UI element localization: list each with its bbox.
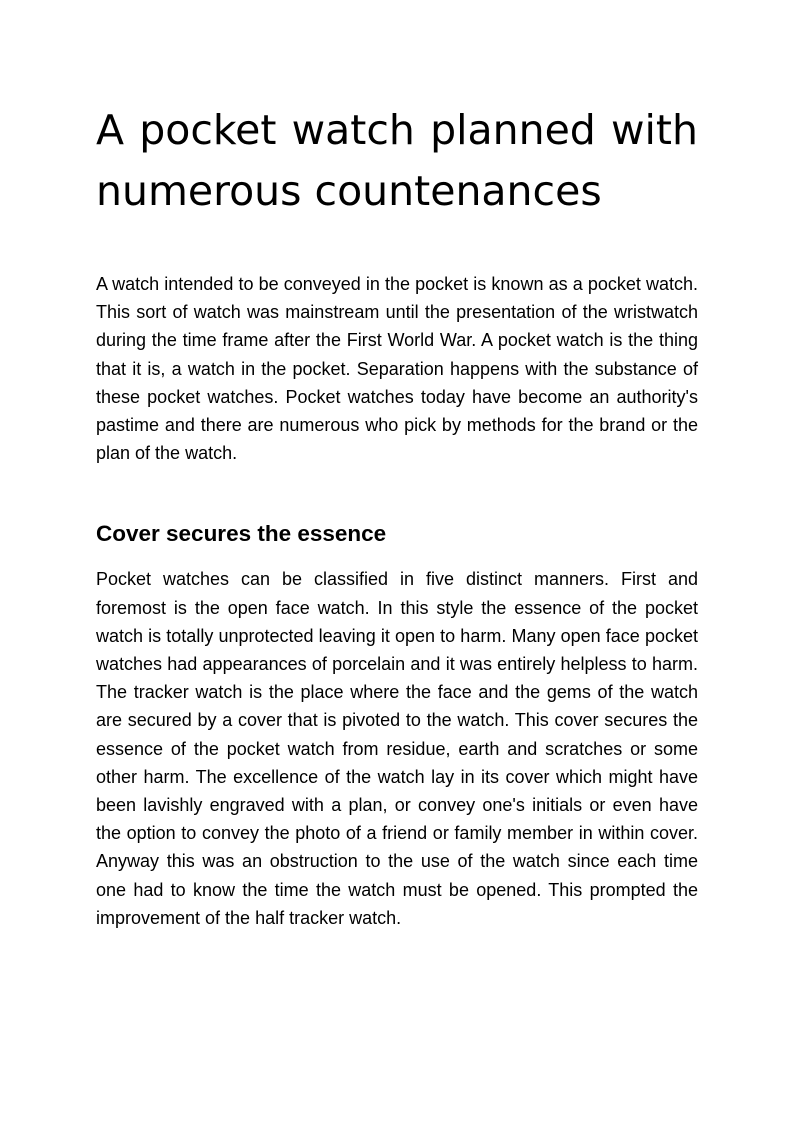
section-heading: Cover secures the essence [96,521,387,547]
intro-paragraph: A watch intended to be conveyed in the pocket is known as a pocket watch. This sort of watch was mainstream until the presentation of the wristwatch during the time frame after the First World War. A pocket watch is the thing that it is, a watch in the pocket. Separation happens with the substance of these pocket watches. Pocket watches today have become an authority's pastime and there are numerous who pick by methods for the brand or the plan of the watch. [96,274,698,464]
document-page [96,100,698,932]
section-paragraph: Pocket watches can be classified in five distinct manners. First and foremost is the open face watch. In this style the essence of the pocket watch is totally unprotected leaving it open to harm. Many open face pocket watches had appearances of porcelain and it was entirely helpless to harm. The tracker watch is the place where the face and the gems of the watch are secured by a cover that is pivoted to the watch. This cover secures the essence of the pocket watch from residue, earth and scratches or some other harm. The excellence of the watch lay in its cover which might have been lavishly engraved with a plan, or convey one's initials or even have the option to convey the photo of a friend or family member in within cover. Anyway this was an obstruction to the use of the watch since each time one had to know the time the watch must be opened. This prompted the improvement of the half tracker watch. [96,569,698,928]
document-title: A pocket watch planned with numerous countenances [96,106,698,215]
